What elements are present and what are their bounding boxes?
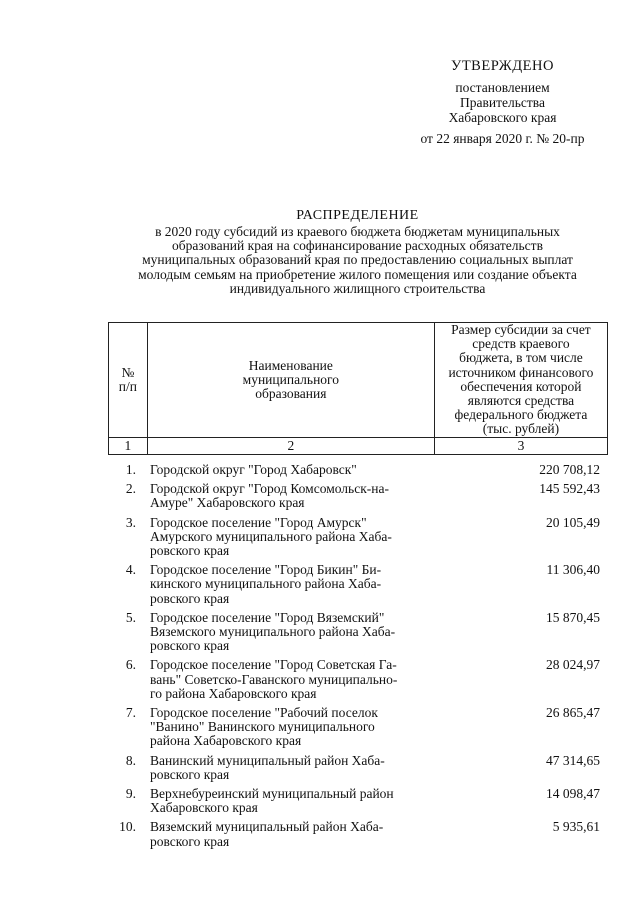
row-number: 4. <box>125 562 136 578</box>
header-text: являются средства <box>467 393 575 409</box>
row-name-line: Ванинский муниципальный район Хаба- <box>150 752 385 768</box>
row-name-line: кинского муниципального района Хаба- <box>150 576 382 592</box>
row-name-line: ровского края <box>150 766 230 782</box>
header-text: Наименование <box>248 357 333 373</box>
row-amount: 26 865,47 <box>546 705 600 721</box>
row-amount: 14 098,47 <box>546 786 600 802</box>
row-number: 10. <box>119 819 136 835</box>
row-name-line: ровского края <box>150 590 230 606</box>
row-name <box>150 463 420 477</box>
row-name-line: Амурского муниципального района Хаба- <box>150 528 392 544</box>
table-row <box>108 463 608 477</box>
row-name-line: Городской округ "Город Комсомольск-на- <box>150 481 389 497</box>
row-amount: 11 306,40 <box>546 562 600 578</box>
row-number: 1. <box>125 462 136 477</box>
row-name <box>150 787 420 815</box>
header-text: (тыс. рублей) <box>482 421 560 437</box>
header-text: бюджета, в том числе <box>459 350 583 366</box>
row-name-line: го района Хабаровского края <box>150 685 317 701</box>
row-amount: 5 935,61 <box>552 819 600 835</box>
document-subtitle <box>85 225 630 296</box>
column-number-row <box>109 437 608 454</box>
header-text: Размер субсидии за счет <box>451 322 591 337</box>
row-name-line: Городское поселение "Город Бикин" Би- <box>150 562 382 578</box>
table-row <box>108 611 608 654</box>
header-text: п/п <box>118 378 137 394</box>
row-name-line: Хабаровского края <box>150 800 258 816</box>
row-name <box>150 706 420 749</box>
header-text: федерального бюджета <box>454 407 588 423</box>
approval-stamp <box>400 59 605 146</box>
row-amount: 15 870,45 <box>546 609 600 625</box>
row-name-line: Городское поселение "Город Вяземский" <box>150 609 385 625</box>
header-number <box>109 323 148 438</box>
row-amount: 47 314,65 <box>546 752 600 768</box>
header-amount <box>434 323 607 438</box>
row-amount: 220 708,12 <box>539 462 600 477</box>
row-name-line: Вяземского муниципального района Хаба- <box>150 624 396 640</box>
subtitle-line: муниципальных образований края по предоставлению социальных выплат <box>142 252 573 268</box>
subtitle-line: индивидуального жилищного строительства <box>229 280 486 296</box>
table-row <box>108 787 608 815</box>
row-name-line: Городской округ "Город Хабаровск" <box>150 462 357 477</box>
subtitle-line: молодым семьям на приобретение жилого помещения или создание объекта <box>138 266 577 282</box>
table-row <box>108 516 608 559</box>
table-body <box>108 463 608 854</box>
approval-date: от 22 января 2020 г. № 20-пр <box>420 131 585 146</box>
table-row <box>108 820 608 848</box>
row-name-line: ровского края <box>150 833 230 849</box>
row-number: 7. <box>125 705 136 721</box>
row-name-line: района Хабаровского края <box>150 733 302 749</box>
row-name-line: Амуре" Хабаровского края <box>150 495 305 511</box>
row-name <box>150 482 420 510</box>
header-text: муниципального <box>242 371 340 387</box>
column-number: 2 <box>147 437 434 454</box>
row-name <box>150 611 420 654</box>
row-number: 9. <box>125 786 136 802</box>
header-text: обеспечения которой <box>460 378 582 394</box>
table-row <box>108 706 608 749</box>
subtitle-line: образований края на софинансирование расходных обязательств <box>172 238 543 254</box>
table-header <box>108 322 608 455</box>
row-name-line: "Ванино" Ванинского муниципального <box>150 719 375 735</box>
subtitle-line: в 2020 году субсидий из краевого бюджета бюджетам муниципальных <box>155 224 560 239</box>
approval-line: постановлением <box>455 80 550 95</box>
row-name <box>150 516 420 559</box>
table-row <box>108 658 608 701</box>
table-row <box>108 754 608 782</box>
document-heading: РАСПРЕДЕЛЕНИЕ <box>296 208 419 223</box>
header-row <box>109 323 608 438</box>
header-name <box>147 323 434 438</box>
approval-title: УТВЕРЖДЕНО <box>451 58 554 74</box>
row-amount: 145 592,43 <box>539 481 600 497</box>
row-name-line: Верхнебуреинский муниципальный район <box>150 786 394 802</box>
header-text: образования <box>255 385 327 401</box>
row-name-line: Городское поселение "Город Советская Га- <box>150 657 397 673</box>
row-amount: 28 024,97 <box>546 657 600 673</box>
row-name-line: ровского края <box>150 543 230 559</box>
row-name-line: ровского края <box>150 638 230 654</box>
row-number: 3. <box>125 514 136 530</box>
row-name <box>150 563 420 606</box>
row-number: 8. <box>125 752 136 768</box>
approval-line: Правительства <box>460 95 545 110</box>
row-name-line: вань" Советско-Гаванского муниципально- <box>150 671 398 687</box>
header-text: № <box>121 364 135 380</box>
header-text: средств краевого <box>472 336 570 352</box>
row-number: 6. <box>125 657 136 673</box>
row-name-line: Городское поселение "Город Амурск" <box>150 514 367 530</box>
column-number: 3 <box>434 437 607 454</box>
row-name <box>150 820 420 848</box>
row-number: 2. <box>125 481 136 497</box>
approval-line: Хабаровского края <box>448 110 557 125</box>
row-name <box>150 754 420 782</box>
row-amount: 20 105,49 <box>546 514 600 530</box>
column-number: 1 <box>109 437 148 454</box>
header-text: источником финансового <box>448 364 594 380</box>
row-name <box>150 658 420 701</box>
row-name-line: Вяземский муниципальный район Хаба- <box>150 819 384 835</box>
row-name-line: Городское поселение "Рабочий поселок <box>150 705 378 721</box>
row-number: 5. <box>125 609 136 625</box>
table-row <box>108 482 608 510</box>
table-row <box>108 563 608 606</box>
